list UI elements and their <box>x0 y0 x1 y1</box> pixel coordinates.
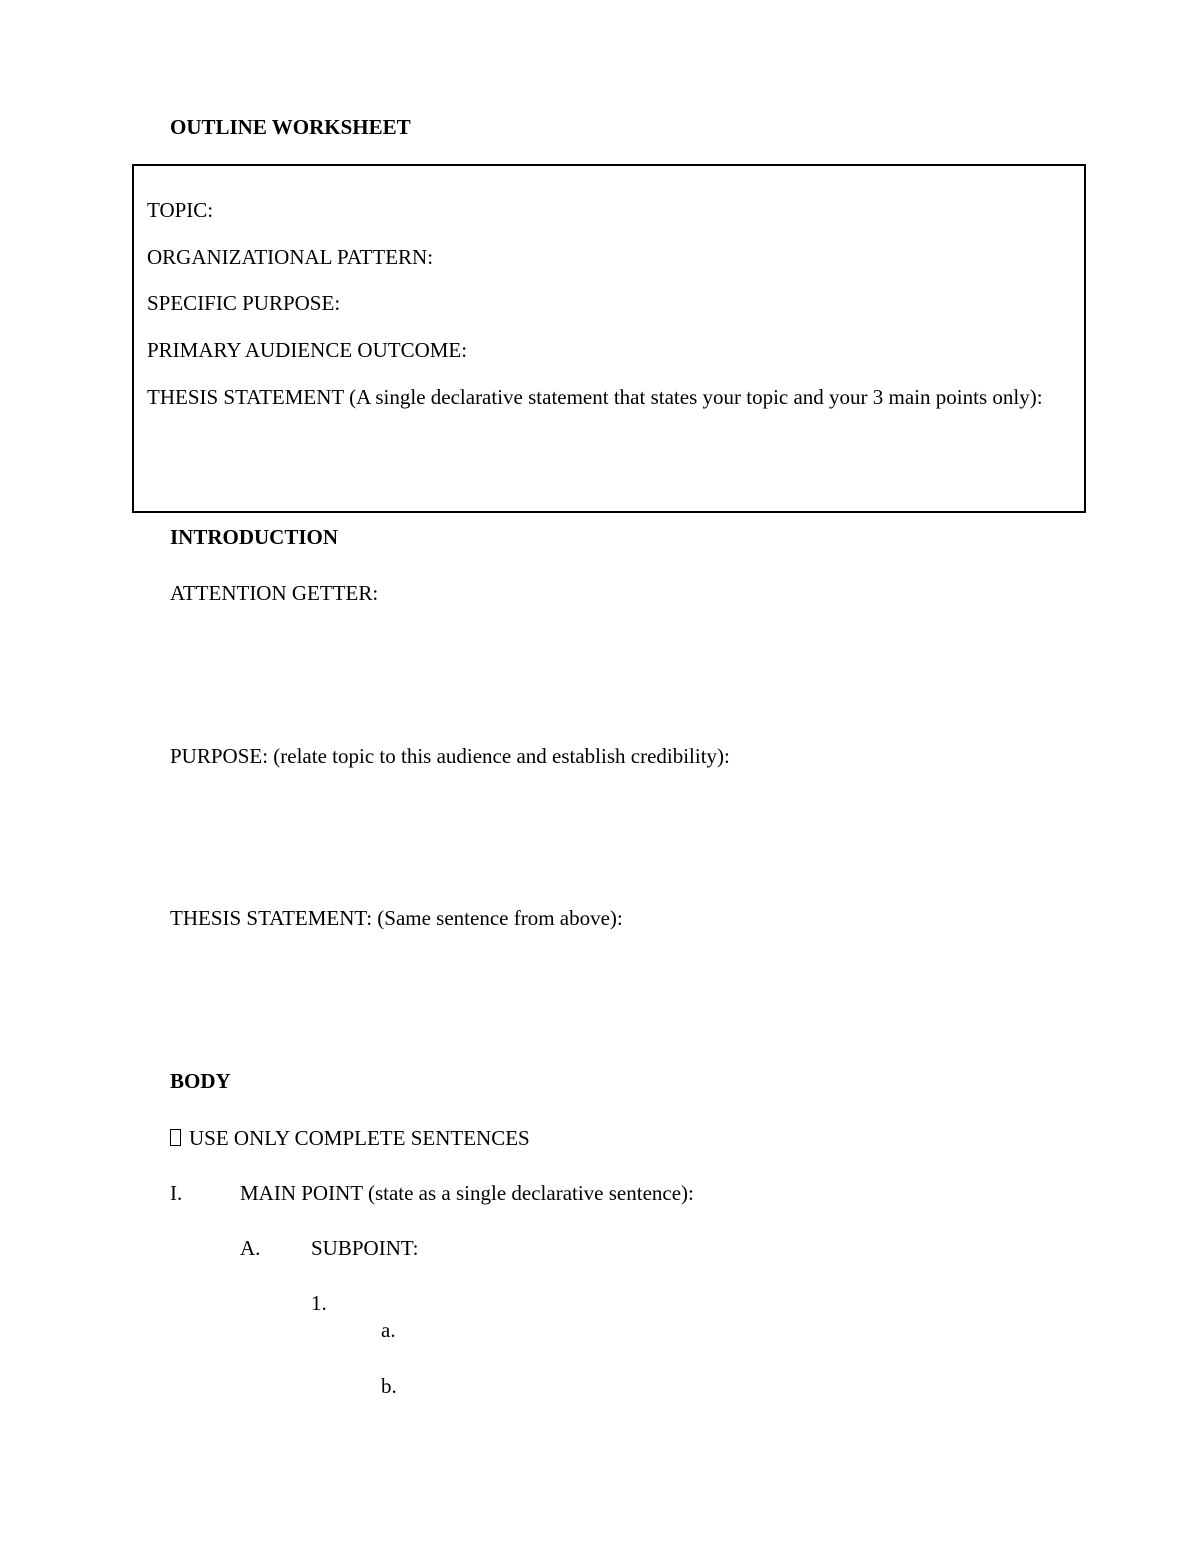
header-info-box <box>132 164 1086 513</box>
checkbox-glyph-icon <box>170 1129 181 1146</box>
subpoint-label: SUBPOINT: <box>311 1236 419 1260</box>
intro-thesis-statement-label: THESIS STATEMENT: (Same sentence from above): <box>170 906 623 930</box>
primary-audience-outcome-label: PRIMARY AUDIENCE OUTCOME: <box>147 338 468 362</box>
subpoint-letter: A. <box>240 1236 261 1260</box>
thesis-statement-label: THESIS STATEMENT (A single declarative statement that states your topic and your 3 main points only): <box>147 385 1043 409</box>
list-item-a: a. <box>381 1318 396 1342</box>
organizational-pattern-label: ORGANIZATIONAL PATTERN: <box>147 245 434 269</box>
attention-getter-label: ATTENTION GETTER: <box>170 581 379 605</box>
purpose-label: PURPOSE: (relate topic to this audience and establish credibility): <box>170 744 730 768</box>
body-heading: BODY <box>170 1069 231 1093</box>
instruction-text: USE ONLY COMPLETE SENTENCES <box>189 1126 530 1150</box>
specific-purpose-label: SPECIFIC PURPOSE: <box>147 291 341 315</box>
instruction-line <box>170 1126 530 1150</box>
main-point-label: MAIN POINT (state as a single declarative sentence): <box>240 1181 694 1205</box>
page-title: OUTLINE WORKSHEET <box>170 115 411 139</box>
topic-label: TOPIC: <box>147 198 214 222</box>
main-point-numeral: I. <box>170 1181 183 1205</box>
list-item-b: b. <box>381 1374 397 1398</box>
introduction-heading: INTRODUCTION <box>170 525 339 549</box>
sub-subpoint-number: 1. <box>311 1291 327 1315</box>
